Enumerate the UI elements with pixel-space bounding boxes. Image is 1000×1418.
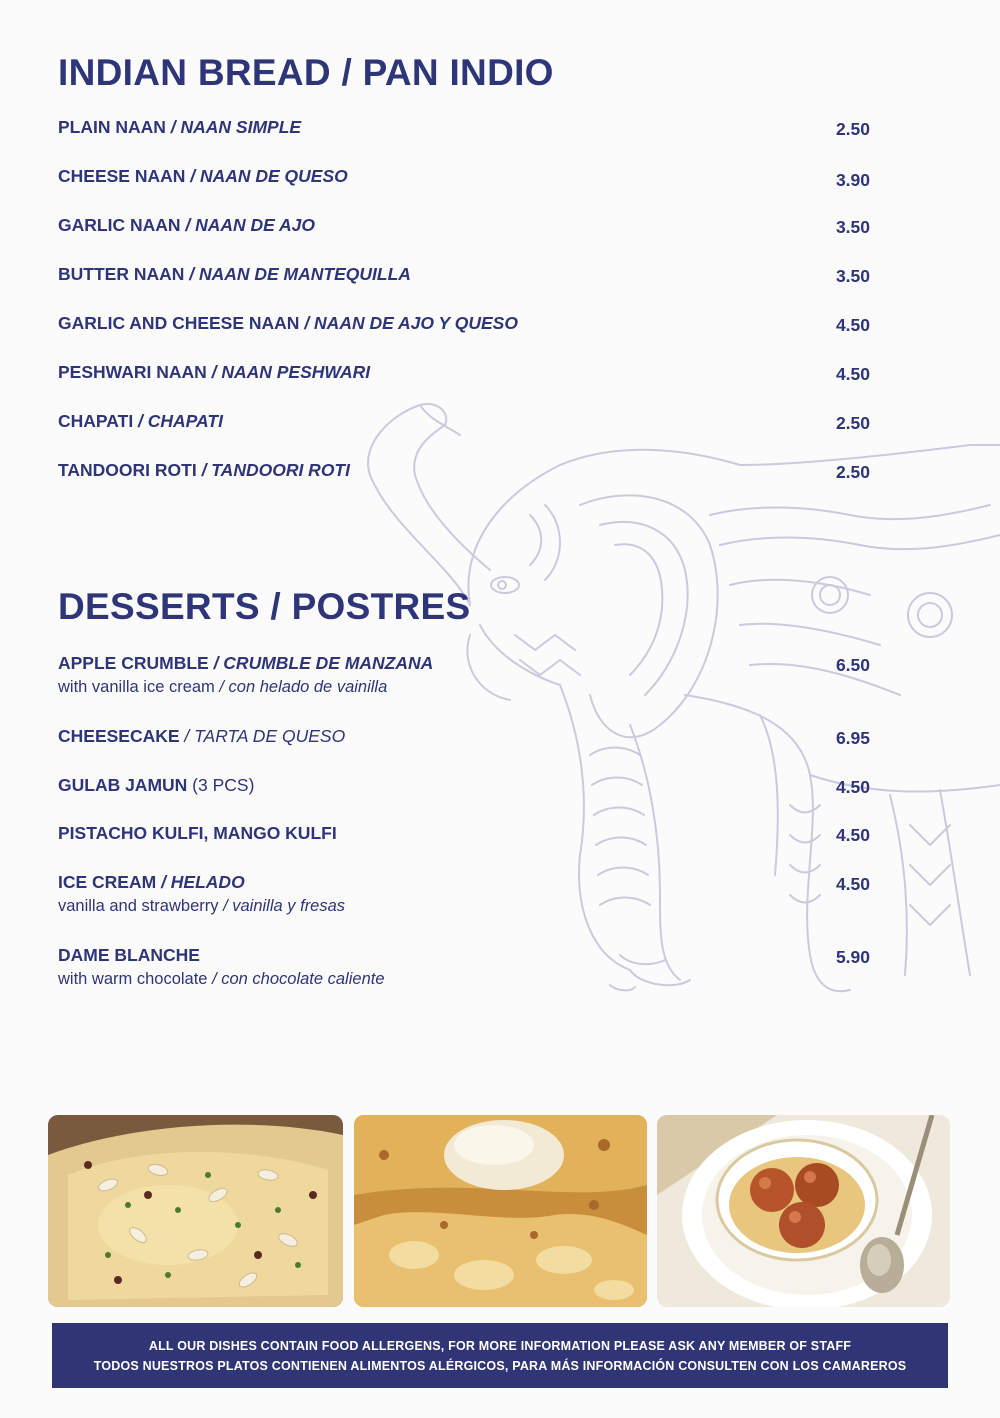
item-name: GARLIC AND CHEESE NAAN	[58, 313, 305, 333]
item-description: with warm chocolate	[58, 970, 213, 988]
item-name: CHAPATI	[58, 411, 139, 431]
menu-item-plain-naan	[58, 117, 878, 138]
item-name-es: / NAAN SIMPLE	[170, 117, 302, 137]
item-price: 2.50	[835, 462, 870, 482]
item-price: 6.50	[835, 655, 870, 675]
gulab-jamun-photo	[657, 1115, 950, 1307]
item-name: CHEESE NAAN	[58, 166, 191, 186]
menu-item-cheese-naan	[58, 166, 878, 190]
item-name-es: / NAAN DE AJO	[185, 215, 316, 235]
item-price: 4.50	[835, 825, 870, 845]
menu-item-ice-cream	[58, 872, 878, 916]
menu-item-garlic-naan	[58, 215, 878, 236]
item-note: (3 PCS)	[192, 775, 255, 795]
item-name-es: / CRUMBLE DE MANZANA	[213, 653, 434, 673]
item-name: TANDOORI ROTI	[58, 460, 202, 480]
item-name-es: / TANDOORI ROTI	[201, 460, 350, 480]
menu-item-garlic-cheese-naan	[58, 313, 878, 334]
item-name: APPLE CRUMBLE	[58, 653, 214, 673]
allergen-notice-en: ALL OUR DISHES CONTAIN FOOD ALLERGENS, FOR MORE INFORMATION PLEASE ASK ANY MEMBER OF STAFF	[148, 1338, 852, 1353]
menu-item-gulab-jamun	[58, 775, 878, 796]
item-name-es: / NAAN PESHWARI	[211, 362, 371, 382]
allergen-notice-es: TODOS NUESTROS PLATOS CONTIENEN ALIMENTOS ALÉRGICOS, PARA MÁS INFORMACIÓN CONSULTEN CON LOS CAMAREROS	[93, 1358, 907, 1373]
item-price: 5.90	[835, 947, 870, 967]
item-description: vanilla and strawberry	[58, 897, 224, 915]
item-name: ICE CREAM	[58, 872, 162, 892]
item-name-es: / HELADO	[161, 872, 245, 892]
section-title-indian-bread: INDIAN BREAD / PAN INDIO	[58, 52, 554, 93]
item-name-es: / NAAN DE QUESO	[190, 166, 348, 186]
item-name: PESHWARI NAAN	[58, 362, 212, 382]
item-name: BUTTER NAAN	[58, 264, 190, 284]
menu-item-kulfi	[58, 823, 878, 844]
item-price: 2.50	[835, 413, 870, 433]
menu-item-chapati	[58, 411, 878, 432]
item-description-es: / vainilla y fresas	[223, 897, 346, 915]
item-price: 4.50	[835, 364, 870, 384]
item-name: DAME BLANCHE	[58, 945, 200, 965]
item-description-es: / con helado de vainilla	[219, 678, 388, 696]
menu-item-dame-blanche	[58, 945, 878, 989]
menu-item-tandoori-roti	[58, 460, 878, 481]
item-name: CHEESECAKE	[58, 726, 185, 746]
item-name-es: / CHAPATI	[138, 411, 223, 431]
item-description: with vanilla ice cream	[58, 678, 220, 696]
item-price: 2.50	[835, 119, 870, 139]
section-title-desserts: DESSERTS / POSTRES	[58, 586, 471, 627]
item-price: 4.50	[835, 777, 870, 797]
item-price: 3.90	[835, 170, 870, 190]
item-name: GARLIC NAAN	[58, 215, 186, 235]
item-name-es: / NAAN DE AJO Y QUESO	[304, 313, 518, 333]
menu-item-peshwari-naan	[58, 362, 878, 383]
item-price: 3.50	[835, 266, 870, 286]
item-name-es: / TARTA DE QUESO	[184, 726, 346, 746]
menu-item-cheesecake	[58, 726, 878, 747]
item-name: PISTACHO KULFI, MANGO KULFI	[58, 823, 337, 843]
apple-crumble-photo	[354, 1115, 647, 1307]
item-name: PLAIN NAAN	[58, 117, 171, 137]
item-name: GULAB JAMUN	[58, 775, 193, 795]
item-price: 6.95	[835, 728, 870, 748]
allergen-notice-banner	[52, 1323, 948, 1388]
item-price: 4.50	[835, 315, 870, 335]
item-name-es: / NAAN DE MANTEQUILLA	[189, 264, 411, 284]
menu-item-apple-crumble	[58, 653, 878, 697]
menu-item-butter-naan	[58, 264, 878, 285]
item-price: 3.50	[835, 217, 870, 237]
naan-photo	[48, 1115, 343, 1307]
item-price: 4.50	[835, 874, 870, 894]
item-description-es: / con chocolate caliente	[212, 970, 385, 988]
